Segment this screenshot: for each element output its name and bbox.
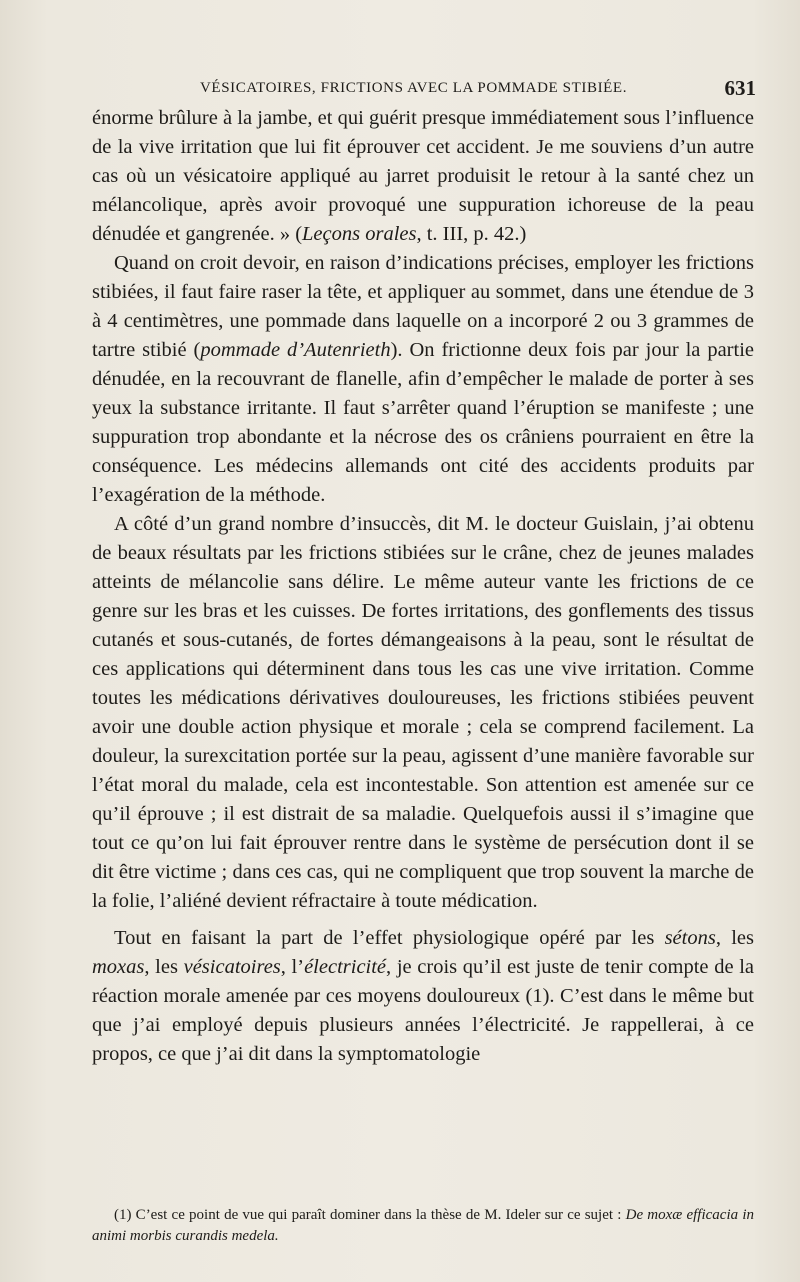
running-head bbox=[120, 76, 756, 100]
paragraph-4-text-3: , les bbox=[144, 956, 184, 978]
paragraph-4-text-2: , les bbox=[715, 927, 754, 949]
term-setons: sétons bbox=[664, 927, 716, 949]
paragraph-4-text-5: , je crois qu’il est juste de tenir compte de la réaction morale amenée par ces moyens douloureux (1). C’est dans le même but que j’ai employé depuis plusieurs années l’électricité. Je rappellerai, à ce propos, ce que j’ai dit dans la symptomatologie bbox=[92, 956, 754, 1065]
footnote-body: (1) C’est ce point de vue qui paraît dominer dans la thèse de M. Ideler sur ce sujet : bbox=[114, 1207, 626, 1223]
paragraph-4-text-1: Tout en faisant la part de l’effet physiologique opéré par les bbox=[114, 927, 665, 949]
running-title: VÉSICATOIRES, FRICTIONS AVEC LA POMMADE STIBIÉE. bbox=[200, 80, 628, 96]
pommade-name: pommade d’Autenrieth bbox=[200, 339, 391, 361]
footnote bbox=[92, 1205, 754, 1247]
term-vesicatoires: vésicatoires bbox=[183, 956, 281, 978]
paragraph-2-text-b: ). On frictionne deux fois par jour la partie dénudée, en la recouvrant de flanelle, afin d’empêcher le malade de porter à ses yeux la substance irritante. Il faut s’arrêter quand l’éruption se manifeste ; une suppuration trop abondante et la nécrose des os crâniens pourraient en être la conséquence. Les médecins allemands ont cité des accidents produits par l’exagération de la méthode. bbox=[92, 339, 754, 506]
term-moxas: moxas bbox=[92, 956, 145, 978]
paragraph-1 bbox=[92, 104, 754, 249]
body-text bbox=[92, 104, 754, 1069]
citation-title: Leçons orales bbox=[302, 223, 417, 245]
citation-end: , t. III, p. 42.) bbox=[416, 223, 527, 245]
paragraph-3: A côté d’un grand nombre d’insuccès, dit M. le docteur Guislain, j’ai obtenu de beaux résultats par les frictions stibiées sur le crâne, chez de jeunes malades atteints de mélancolie sans délire. Le même auteur vante les frictions de ce genre sur les bras et les cuisses. De fortes irritations, des gonflements des tissus cutanés et sous-cutanés, de fortes démangeaisons à la peau, sont le résultat de ces applications qui déterminent dans tous les cas une vive irritation. Comme toutes les médications dérivatives douloureuses, les frictions stibiées peuvent avoir une double action physique et morale ; cela se comprend facilement. La douleur, la surexcitation portée sur la peau, agissent d’une manière favorable sur l’état moral du malade, cela est incontestable. Son attention est amenée sur ce qu’il éprouve ; il est distrait de sa maladie. Quelquefois aussi il s’imagine que tout ce qu’on lui fait éprouver rentre dans le système de persécution dont il se dit être victime ; dans ces cas, qui ne compliquent que trop souvent la marche de la folie, l’aliéné devient réfractaire à toute médication. bbox=[92, 513, 754, 912]
term-electricite: électricité bbox=[304, 956, 387, 978]
page-number: 631 bbox=[724, 76, 756, 100]
paragraph-4 bbox=[92, 924, 754, 1069]
footnote-latin-title: De moxæ efficacia in animi morbis curandis medela. bbox=[92, 1207, 754, 1244]
paragraph-2-text-a: Quand on croit devoir, en raison d’indications précises, employer les frictions stibiées, il faut faire raser la tête, et appliquer au sommet, dans une étendue de 3 à 4 centimètres, une pommade dans laquelle on a incorporé 2 ou 3 grammes de tartre stibié ( bbox=[92, 252, 754, 361]
footnote-text bbox=[92, 1205, 754, 1247]
paragraph-1-text: énorme brûlure à la jambe, et qui guérit presque immédiatement sous l’influence de la vive irritation que lui fit éprouver cet accident. Je me souviens d’un autre cas où un vésicatoire appliqué au jarret produisit le retour à la santé chez un mélancolique, après avoir provoqué une suppuration ichoreuse de la peau dénudée et gangrenée. » ( bbox=[92, 107, 754, 245]
paragraph-2 bbox=[92, 249, 754, 510]
paragraph-4-text-4: , l’ bbox=[280, 956, 305, 978]
